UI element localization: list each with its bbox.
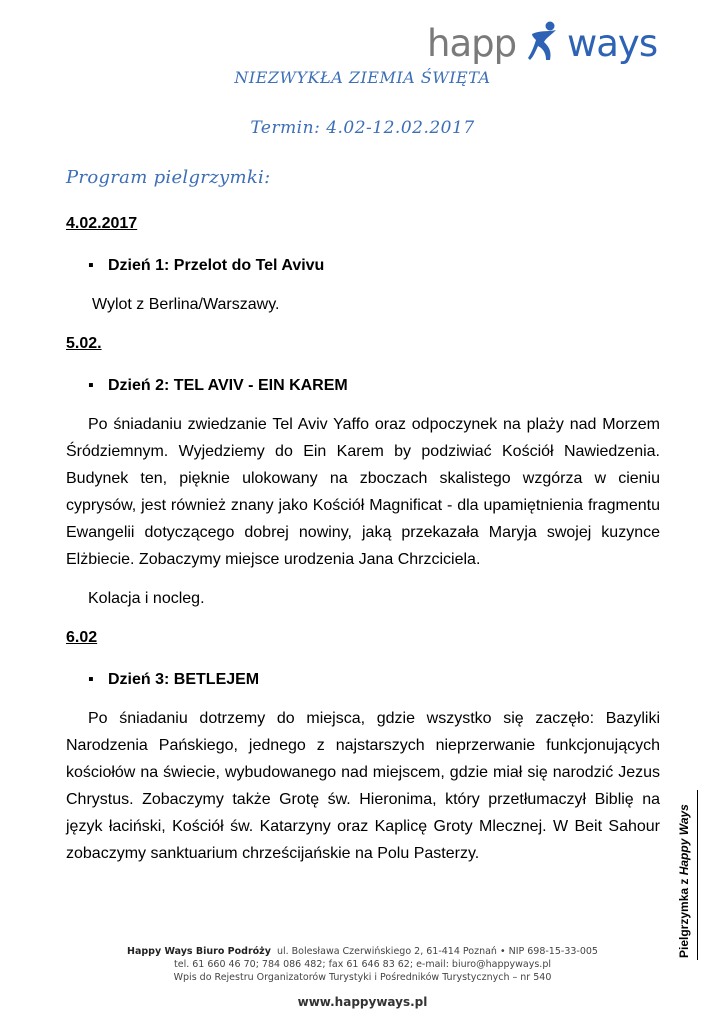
day-date: 4.02.2017: [66, 215, 138, 232]
day-text: Wylot z Berlina/Warszawy.: [92, 296, 280, 313]
footer-contact: tel. 61 660 46 70; 784 086 482; fax 61 646 83 62; e-mail: biuro@happyways.pl: [174, 959, 551, 970]
document-title: NIEZWYKŁA ZIEMIA ŚWIĘTA: [234, 68, 491, 87]
program-heading: Program pielgrzymki:: [66, 167, 271, 188]
bullet-icon: ▪: [88, 671, 94, 688]
footer-registry: Wpis do Rejestru Organizatorów Turystyki i Pośredników Turystycznych – nr 540: [173, 972, 552, 983]
day-text: Po śniadaniu zwiedzanie Tel Aviv Yaffo oraz odpoczynek na plaży nad Morzem Śródziemnym. Wyjedziemy do Ein Karem by podziwiać Kościół Nawiedzenia. Budynek ten, pięknie ulokowany na zboczach skalistego wzgórza w cieniu cyprysów, jest również znany jako Kościół Magnificat - dla upamiętnienia fragmentu Ewangelii dotyczącego dobrej nowiny, jaką przekazała Maryja swojej kuzynce Elżbiecie. Zobaczymy miejsce urodzenia Jana Chrzciciela.: [66, 416, 660, 568]
footer-address-line: [0, 945, 725, 958]
day-heading: ▪ Dzień 3: BETLEJEM: [66, 666, 660, 693]
day-text: Po śniadaniu dotrzemy do miejsca, gdzie wszystko się zaczęło: Bazyliki Narodzenia Pańskiego, jednego z najstarszych nieprzerwanie funkcjonujących kościołów na świecie, wybudowanego nad miejscem, gdzie miał się narodzić Jezus Chrystus. Zobaczymy także Grotę św. Hieronima, który przetłumaczył Biblię na język łaciński, Kościół św. Katarzyny oraz Kaplicę Groty Mlecznej. W Beit Sahour zobaczymy sanktuarium chrześcijańskie na Polu Pasterzy.: [66, 710, 660, 862]
footer-website-link[interactable]: www.happyways.pl: [297, 995, 428, 1009]
trip-dates: Termin: 4.02-12.02.2017: [250, 118, 475, 138]
day-heading: ▪ Dzień 2: TEL AVIV - EIN KAREM: [66, 372, 660, 399]
program-content: [66, 210, 660, 867]
day-date: 5.02.: [66, 335, 102, 352]
day-date: 6.02: [66, 629, 98, 646]
side-caption: Pielgrzymka z Happy Ways: [677, 804, 691, 958]
logo-text-ways: ways: [567, 22, 658, 65]
footer-company: Happy Ways Biuro Podróży: [127, 946, 271, 957]
page-footer: [0, 945, 725, 1009]
footer-address: ul. Bolesława Czerwińskiego 2, 61-414 Poznań • NIP 698-15-33-005: [276, 946, 598, 957]
bullet-icon: ▪: [88, 377, 94, 394]
side-divider: [697, 790, 698, 960]
day-heading: ▪ Dzień 1: Przelot do Tel Avivu: [66, 252, 660, 279]
logo-figure-icon: [526, 20, 566, 66]
happy-ways-logo: [427, 20, 667, 68]
logo-text-happ: happ: [427, 22, 517, 65]
bullet-icon: ▪: [88, 257, 94, 274]
day-text: Kolacja i nocleg.: [88, 590, 205, 607]
